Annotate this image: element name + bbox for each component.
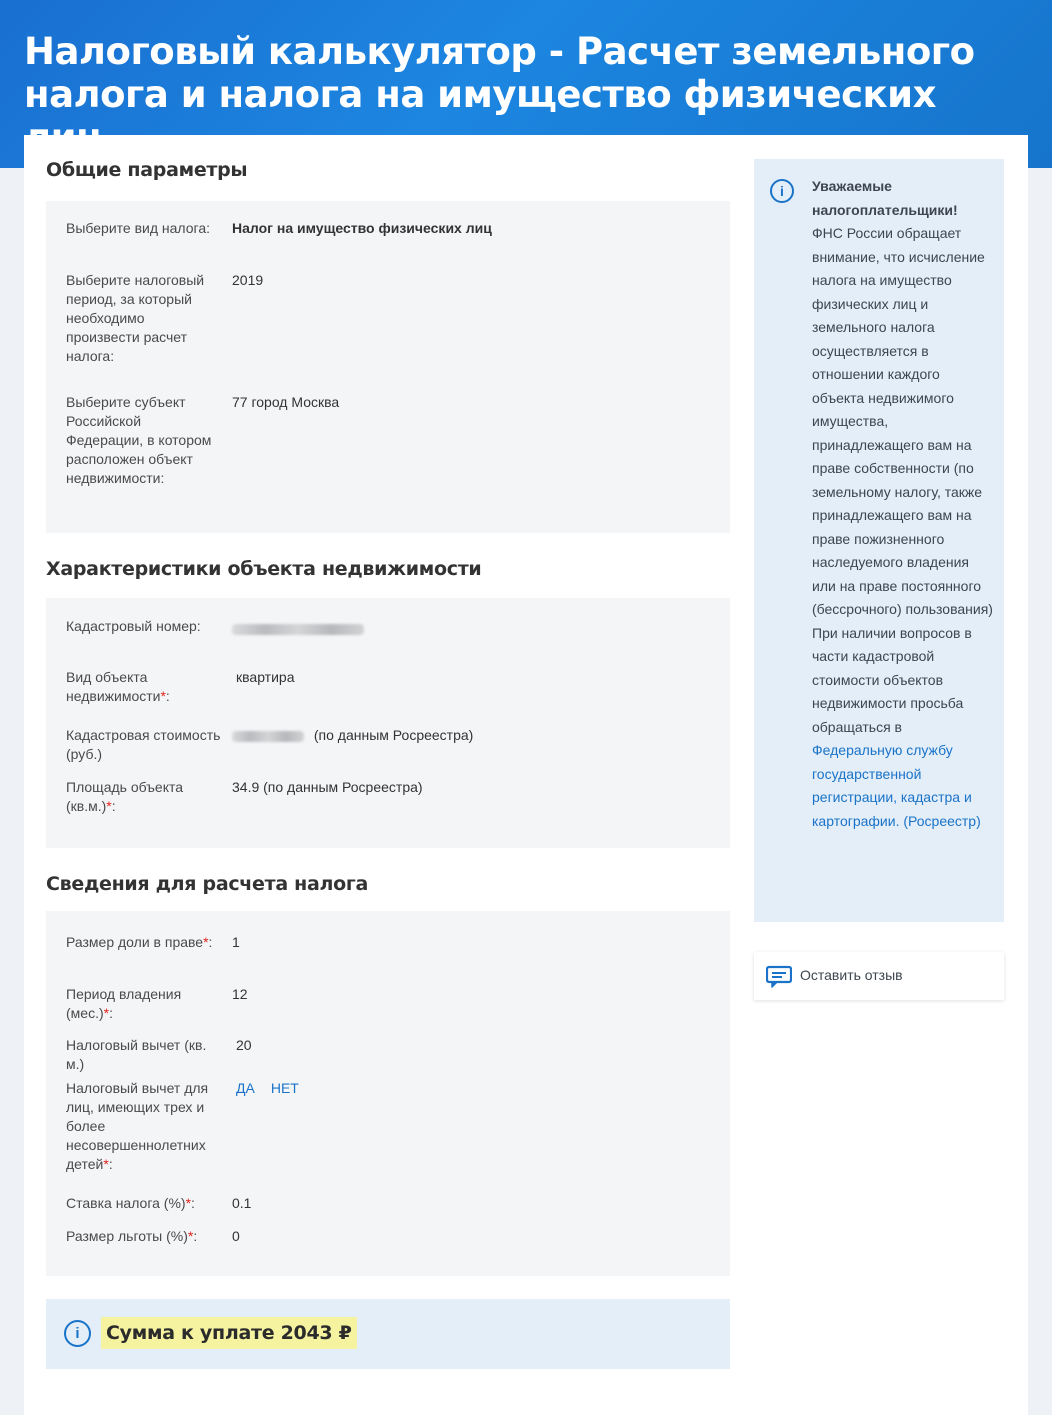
notice-question: При наличии вопросов в части кадастровой стоимости объектов недвижимости просьба обращаться в (812, 624, 972, 735)
feedback-chat-icon (766, 965, 792, 989)
notice-text (812, 175, 994, 833)
share-label: Размер доли в праве*: (66, 934, 213, 950)
result-box (46, 1299, 730, 1369)
page-title: Налоговый калькулятор - Расчет земельного налога и налога на имущество физических (24, 30, 975, 116)
region-select[interactable]: 77 город Москва (232, 394, 340, 410)
property-panel (46, 598, 730, 848)
calc-panel (46, 911, 730, 1276)
deduction-input[interactable]: 20 (236, 1037, 252, 1053)
tax-type-label: Выберите вид налога: (66, 220, 211, 236)
object-type-label: Вид объекта недвижимости*: (66, 669, 170, 704)
cadastral-value (232, 726, 473, 745)
rate-input[interactable]: 0.1 (232, 1195, 252, 1211)
feedback-button[interactable] (754, 952, 1004, 1000)
tax-type-select[interactable]: Налог на имущество физических лиц (232, 220, 492, 236)
rosreestr-link[interactable]: Федеральную службу государственной регистрации, кадастра и картографии. (Росреестр) (812, 742, 981, 829)
calculator-card (24, 135, 1028, 1415)
deduction-label: Налоговый вычет (кв. м.) (66, 1037, 207, 1072)
cadastral-number-value[interactable] (232, 619, 364, 638)
cadastral-value-label: Кадастровая стоимость (руб.) (66, 727, 221, 762)
section-title-calc: Сведения для расчета налога (46, 873, 369, 895)
tax-amount: Сумма к уплате 2043 ₽ (101, 1317, 357, 1349)
general-panel (46, 201, 730, 533)
children-deduction-label: Налоговый вычет для лиц, имеющих трех и более несовершеннолетних детей*: (66, 1080, 209, 1172)
notice-greeting: Уважаемые налогоплательщики! (812, 178, 958, 218)
region-label: Выберите субъект Российской Федерации, в котором расположен объект недвижимости: (66, 394, 212, 486)
benefit-label: Размер льготы (%)*: (66, 1228, 198, 1244)
ownership-label: Период владения (мес.)*: (66, 986, 182, 1021)
notice-body: ФНС России обращает внимание, что исчисление налога на имущество физических лиц и земельного налога осуществляется в отношении каждого объекта недвижимого имущества, принадлежащего вам на праве собственности (по земельному налогу, также принадлежащего вам на праве пожизненного наследуемого владения или на праве постоянного (бессрочного) пользования) (812, 225, 993, 617)
benefit-input[interactable]: 0 (232, 1228, 240, 1244)
section-title-general: Общие параметры (46, 159, 248, 181)
cadastral-value-note: (по данным Росреестра) (313, 727, 474, 743)
section-title-property: Характеристики объекта недвижимости (46, 558, 482, 580)
period-label: Выберите налоговый период, за который необходимо произвести расчет налога: (66, 272, 205, 364)
area-value: 34.9 (по данным Росреестра) (232, 779, 423, 795)
notice-box (754, 159, 1004, 922)
children-deduction-toggle (236, 1079, 315, 1098)
no-option[interactable]: НЕТ (270, 1080, 299, 1096)
feedback-label: Оставить отзыв (800, 967, 903, 983)
ownership-input[interactable]: 12 (232, 986, 248, 1002)
object-type-value[interactable]: квартира (236, 669, 295, 685)
info-icon: i (770, 179, 794, 203)
yes-option[interactable]: ДА (236, 1080, 255, 1096)
rate-label: Ставка налога (%)*: (66, 1195, 195, 1211)
period-select[interactable]: 2019 (232, 272, 264, 288)
info-icon: i (64, 1320, 91, 1347)
cadastral-number-label: Кадастровый номер: (66, 618, 201, 634)
area-label: Площадь объекта (кв.м.)*: (66, 779, 184, 814)
share-input[interactable]: 1 (232, 934, 240, 950)
